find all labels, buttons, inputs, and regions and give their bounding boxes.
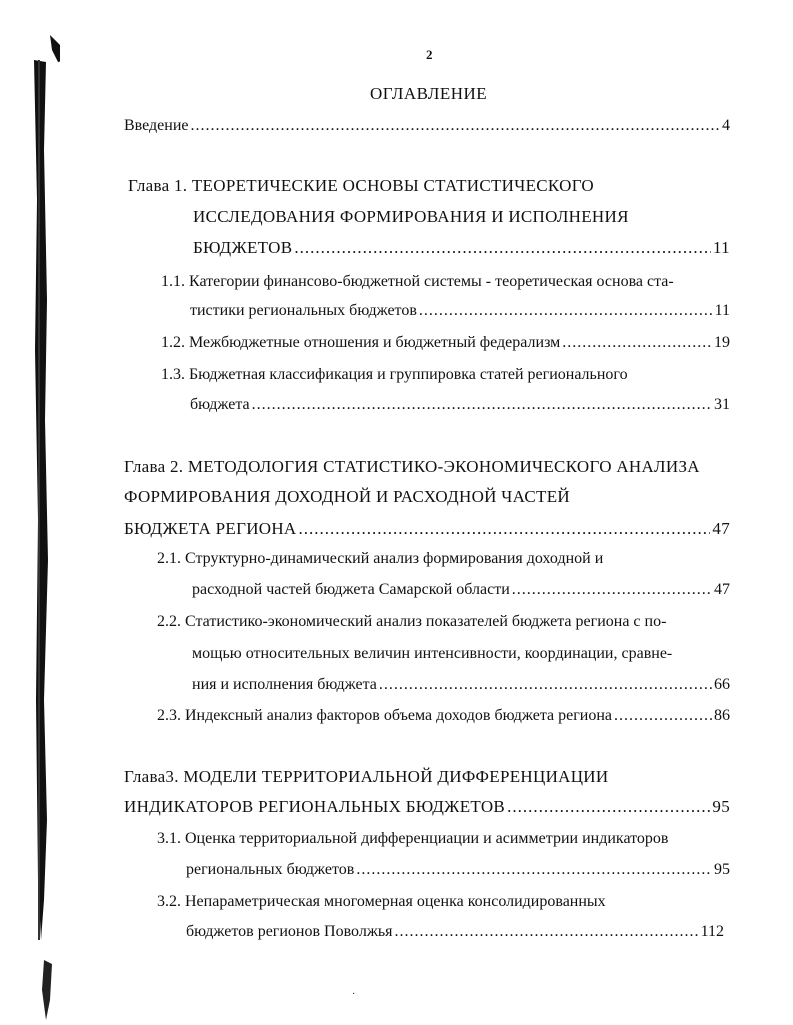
toc-page-number: 11 [714,302,730,319]
dot-leader [512,580,712,600]
toc-title: ОГЛАВЛЕНИЕ [370,84,488,103]
section-2-3-line1: 2.3. Индексный анализ факторов объема доходов бюджета региона [157,707,612,724]
toc-page-number: 66 [714,676,730,693]
section-3-1-line2: региональных бюджетов [186,861,355,878]
toc-entry-chapter2 [124,519,730,539]
page-number: 2 [426,47,433,62]
toc-entry-2-1 [192,580,730,600]
dot-leader [252,395,712,415]
chapter1-title-line2: ИССЛЕДОВАНИЯ ФОРМИРОВАНИЯ И ИСПОЛНЕНИЯ [193,207,629,226]
chapter2-title-line1: Глава 2. МЕТОДОЛОГИЯ СТАТИСТИКО-ЭКОНОМИЧЕСКОГО АНАЛИЗА [124,457,700,476]
toc-page-number: 4 [722,117,730,134]
dot-leader [299,519,711,539]
section-2-1-line2: расходной частей бюджета Самарской области [192,581,510,598]
section-2-2-line3: ния и исполнения бюджета [192,676,377,693]
toc-entry-3-2 [186,922,724,942]
toc-page-number: 86 [714,707,730,724]
dot-leader [294,238,711,258]
chapter2-title-line2: ФОРМИРОВАНИЯ ДОХОДНОЙ И РАСХОДНОЙ ЧАСТЕЙ [124,487,570,506]
chapter1-title-line1: Глава 1. ТЕОРЕТИЧЕСКИЕ ОСНОВЫ СТАТИСТИЧЕСКОГО [128,176,594,195]
toc-entry-chapter3 [124,797,730,817]
section-1-3-line1: 1.3. Бюджетная классификация и группировка статей регионального [161,366,628,383]
section-3-2-line2: бюджетов регионов Поволжья [186,923,393,940]
section-2-1-line1: 2.1. Структурно-динамический анализ формирования доходной и [157,550,604,567]
section-3-2-line1: 3.2. Непараметрическая многомерная оценка консолидированных [157,893,606,910]
toc-page-number: 95 [714,861,730,878]
dot-leader [379,675,712,695]
toc-entry-label: Введение [124,117,189,134]
section-1-3-line2: бюджета [190,396,250,413]
dot-leader [356,860,712,880]
toc-page-number: 47 [712,519,730,538]
toc-entry-intro [124,116,730,136]
toc-page-number: 19 [714,334,730,351]
toc-page-number: 11 [713,238,730,257]
scan-edge-artifact [0,0,60,1025]
section-1-2-line1: 1.2. Межбюджетные отношения и бюджетный федерализм [161,334,561,351]
dot-leader [419,301,713,321]
toc-page-number: 112 [700,923,724,940]
chapter1-title-line3: БЮДЖЕТОВ [193,238,293,257]
toc-entry-1-1 [190,301,730,321]
section-1-1-line2: тистики региональных бюджетов [190,302,417,319]
chapter3-title-line2: ИНДИКАТОРОВ РЕГИОНАЛЬНЫХ БЮДЖЕТОВ [124,797,506,816]
section-1-1-line1: 1.1. Категории финансово-бюджетной системы - теоретическая основа ста- [161,273,674,290]
toc-page-number: 95 [712,797,730,816]
toc-entry-chapter1 [193,238,730,258]
dot-leader [562,333,712,353]
toc-page-number: 47 [714,581,730,598]
dot-leader [395,922,699,942]
section-3-1-line1: 3.1. Оценка территориальной дифференциации и асимметрии индикаторов [157,830,669,847]
toc-entry-3-1 [186,860,730,880]
toc-page-number: 31 [714,396,730,413]
toc-entry-1-2 [161,333,730,353]
section-2-2-line1: 2.2. Статистико-экономический анализ показателей бюджета региона с по- [157,613,667,630]
chapter3-title-line1: Глава3. МОДЕЛИ ТЕРРИТОРИАЛЬНОЙ ДИФФЕРЕНЦИАЦИИ [124,767,609,786]
chapter2-title-line3: БЮДЖЕТА РЕГИОНА [124,519,297,538]
dot-leader [191,116,721,136]
toc-entry-2-2 [192,675,730,695]
toc-entry-2-3 [157,706,730,726]
toc-entry-1-3 [190,395,730,415]
section-2-2-line2: мощью относительных величин интенсивности, координации, сравне- [192,645,673,662]
scan-speck: · [352,989,356,1000]
dot-leader [507,797,710,817]
dot-leader [614,706,712,726]
